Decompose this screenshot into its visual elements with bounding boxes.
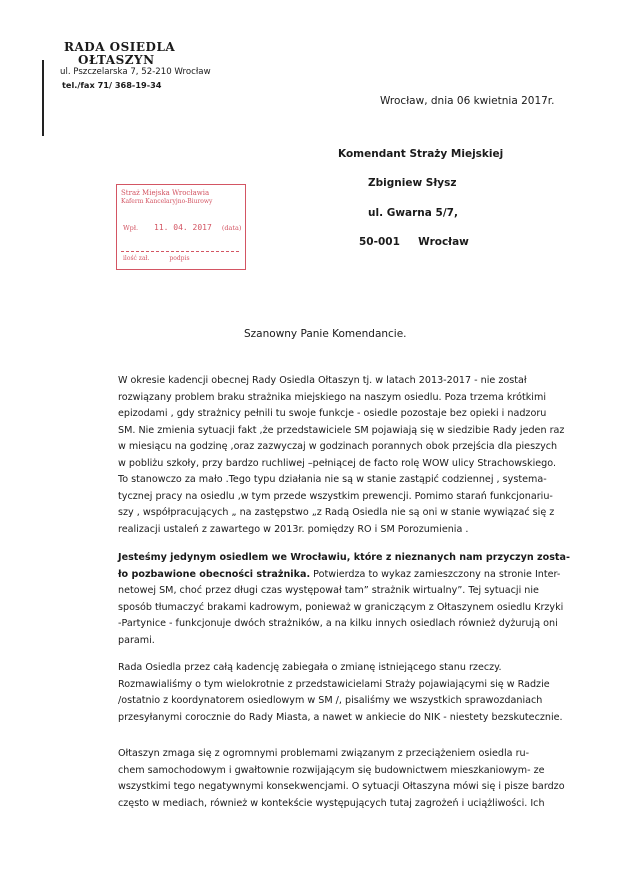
stamp-footer bbox=[123, 255, 210, 262]
paragraph-line: w miesiącu na godzinę ,oraz zazwyczaj w godzinach porannych obok przejścia dla pieszych bbox=[118, 441, 558, 452]
recipient-title: Komendant Straży Miejskiej bbox=[338, 148, 504, 160]
paragraph-bold-line: Jesteśmy jedynym osiedlem we Wrocławiu, które z nieznanych nam przyczyn zosta- bbox=[118, 552, 570, 563]
stamp-footer-left: ilość zał. bbox=[123, 255, 150, 262]
paragraph-line: wszystkimi tego negatywnymi konsekwencjami. O sytuacji Ołtaszyna mówi się i pisze bardzo bbox=[118, 781, 565, 792]
paragraph-3 bbox=[118, 660, 563, 726]
recipient-city-line bbox=[359, 236, 469, 248]
letter-date: Wrocław, dnia 06 kwietnia 2017r. bbox=[380, 95, 555, 107]
paragraph-line: parami. bbox=[118, 634, 155, 646]
paragraph-line: epizodami , gdy strażnicy pełnili tu swoje funkcje - osiedle pozostaje bez opieki i nadzoru bbox=[118, 408, 547, 419]
paragraph-1 bbox=[118, 373, 565, 538]
recipient-city: Wrocław bbox=[418, 236, 469, 248]
paragraph-line: realizacji ustaleń z zawartego w 2013r. pomiędzy RO i SM Porozumienia . bbox=[118, 523, 469, 535]
paragraph-line: rozwiązany problem braku strażnika miejskiego na naszym osiedlu. Poza trzema krótkimi bbox=[118, 391, 546, 403]
paragraph-line: Rozmawialiśmy o tym wielokrotnie z przedstawicielami Straży pojawiającymi się w Radzie bbox=[118, 678, 550, 690]
paragraph-2 bbox=[118, 550, 570, 649]
stamp-date-value: 11. 04. 2017 bbox=[154, 223, 212, 232]
salutation: Szanowny Panie Komendancie. bbox=[244, 328, 407, 340]
paragraph-4 bbox=[118, 746, 565, 812]
received-stamp bbox=[116, 184, 246, 270]
council-district: OŁTASZYN bbox=[78, 53, 155, 67]
paragraph-line: chem samochodowym i gwałtownie rozwijającym się budownictwem mieszkaniowym- ze bbox=[118, 764, 545, 776]
paragraph-line: /ostatnio z koordynatorem osiedlowym w SM /, pisaliśmy we wszystkich sprawozdaniach bbox=[118, 695, 543, 706]
council-address: ul. Pszczelarska 7, 52-210 Wrocław bbox=[60, 67, 211, 77]
stamp-institution: Straż Miejska Wrocławia bbox=[121, 189, 210, 197]
paragraph-line: tycznej pracy na osiedlu ,w tym przede wszystkim prewencji. Pomimo starań funkcjonariu- bbox=[118, 490, 553, 502]
paragraph-line: często w mediach, również w kontekście występujących tutaj zagrożeń i uciążliwości. Ich bbox=[118, 797, 545, 809]
stamp-date-row bbox=[123, 223, 241, 232]
paragraph-line: -Partynice - funkcjonuje dwóch strażników, a na kilku innych osiedlach również dyżurują oni bbox=[118, 618, 558, 629]
stamp-date-suffix: (data) bbox=[221, 224, 242, 232]
paragraph-bold-fragment: ło pozbawione obecności strażnika. bbox=[118, 568, 311, 580]
recipient-street: ul. Gwarna 5/7, bbox=[368, 207, 458, 219]
paragraph-line: przesyłanymi corocznie do Rady Miasta, a nawet w ankiecie do NIK - niestety bezskutecznie. bbox=[118, 711, 563, 723]
paragraph-line: SM. Nie zmienia sytuacji fakt ,że przedstawiciele SM pojawiają się w siedzibie Rady jeden raz bbox=[118, 424, 565, 436]
stamp-date-label: Wpł. bbox=[123, 224, 139, 232]
stamp-footer-right: podpis bbox=[169, 255, 190, 262]
paragraph-line: To stanowczo za mało .Tego typu działania nie są w stanie zastąpić codziennej , systema- bbox=[118, 474, 547, 485]
paragraph-fragment: Potwierdza to wykaz zamieszczony na stronie Inter- bbox=[313, 568, 561, 580]
paragraph-mixed-line bbox=[118, 567, 561, 584]
council-phone: tel./fax 71/ 368-19-34 bbox=[62, 80, 162, 90]
paragraph-line: w pobliżu szkoły, przy bardzo ruchliwej –pełniącej de facto rolę WOW ulicy Strachowskiego. bbox=[118, 457, 557, 469]
recipient-postal-code: 50-001 bbox=[359, 236, 400, 248]
paragraph-line: netowej SM, choć przez długi czas występował tam” strażnik wirtualny”. Tej sytuacji nie bbox=[118, 585, 539, 596]
council-name: RADA OSIEDLA bbox=[64, 40, 176, 54]
stamp-office: Kaferm Kancelaryjno-Biurowy bbox=[121, 198, 213, 205]
recipient-name: Zbigniew Słysz bbox=[368, 177, 457, 189]
paragraph-line: Rada Osiedla przez całą kadencję zabiegała o zmianę istniejącego stanu rzeczy. bbox=[118, 662, 502, 673]
paragraph-line: sposób tłumaczyć brakami kadrowym, ponieważ w graniczącym z Ołtaszynem osiedlu Krzyki bbox=[118, 601, 564, 613]
paragraph-line: W okresie kadencji obecnej Rady Osiedla Ołtaszyn tj. w latach 2013-2017 - nie został bbox=[118, 375, 527, 386]
letterhead-bar bbox=[42, 60, 44, 136]
paragraph-line: szy , współpracujących „ na zastępstwo „z Radą Osiedla nie są oni w stanie wywiązać się z bbox=[118, 507, 555, 518]
stamp-divider bbox=[121, 251, 239, 252]
paragraph-line: Ołtaszyn zmaga się z ogromnymi problemami związanym z przeciążeniem osiedla ru- bbox=[118, 748, 530, 759]
